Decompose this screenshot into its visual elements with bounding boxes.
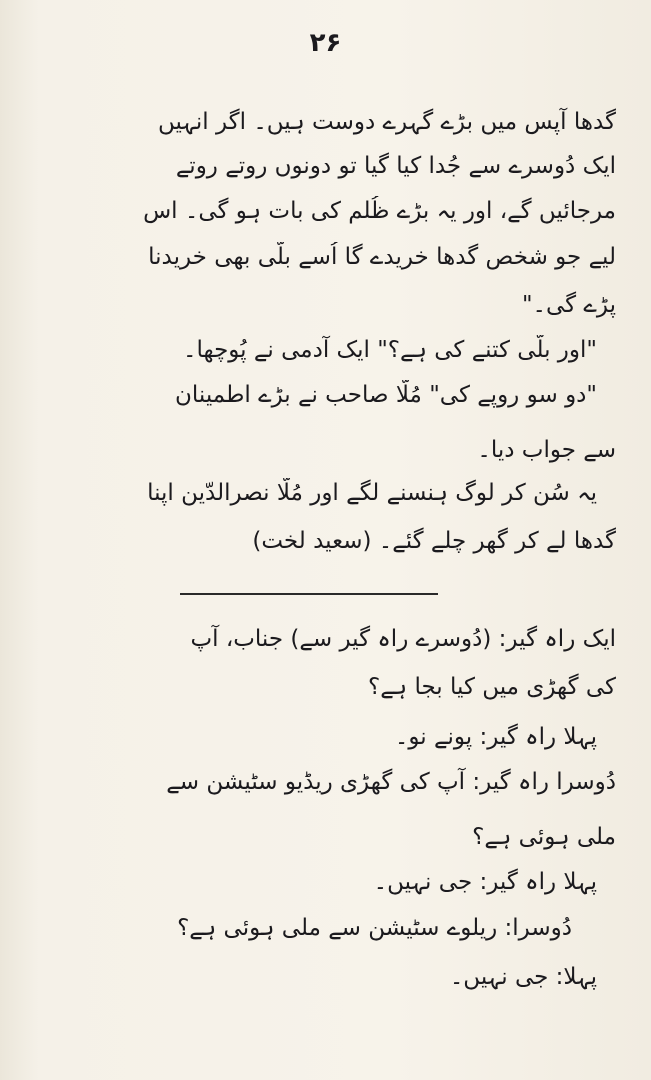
dialogue-line: دُوسرا راہ گیر: آپ کی گھڑی ریڈیو سٹیشن سے [166, 769, 616, 795]
story-line: یہ سُن کر لوگ ہنسنے لگے اور مُلّا نصرالدّین اپنا [147, 480, 597, 506]
story-line: "اور بلّی کتنے کی ہے؟" ایک آدمی نے پُوچھا۔ [183, 337, 597, 363]
section-divider [180, 593, 438, 595]
dialogue-line: پہلا راہ گیر: پونے نو۔ [394, 724, 597, 750]
story-line: سے جواب دیا۔ [477, 437, 616, 463]
story-line: گدھا لے کر گھر چلے گئے۔ (سعید لخت) [252, 528, 616, 554]
dialogue-line: پہلا: جی نہیں۔ [449, 964, 597, 990]
story-line: گدھا آپس میں بڑے گہرے دوست ہیں۔ اگر انہیں [157, 109, 616, 135]
story-line: لیے جو شخص گدھا خریدے گا اُسے بلّی بھی خریدنا [148, 244, 616, 270]
story-line: پڑے گی۔" [521, 292, 616, 318]
dialogue-line: ملی ہوئی ہے؟ [472, 824, 616, 850]
page-number: ۲۶ [309, 28, 342, 58]
story-line: ایک دُوسرے سے جُدا کیا گیا تو دونوں روتے روتے [175, 153, 616, 179]
dialogue-line: ایک راہ گیر: (دُوسرے راہ گیر سے) جناب، آپ [190, 626, 616, 652]
dialogue-line: کی گھڑی میں کیا بجا ہے؟ [367, 674, 616, 700]
story-line: مرجائیں گے، اور یہ بڑے ظُلم کی بات ہو گی۔ اس [143, 198, 616, 224]
story-line: "دو سو روپے کی" مُلّا صاحب نے بڑے اطمینان [175, 382, 597, 408]
dialogue-line: دُوسرا: ریلوے سٹیشن سے ملی ہوئی ہے؟ [177, 915, 572, 941]
dialogue-line: پہلا راہ گیر: جی نہیں۔ [373, 869, 597, 895]
